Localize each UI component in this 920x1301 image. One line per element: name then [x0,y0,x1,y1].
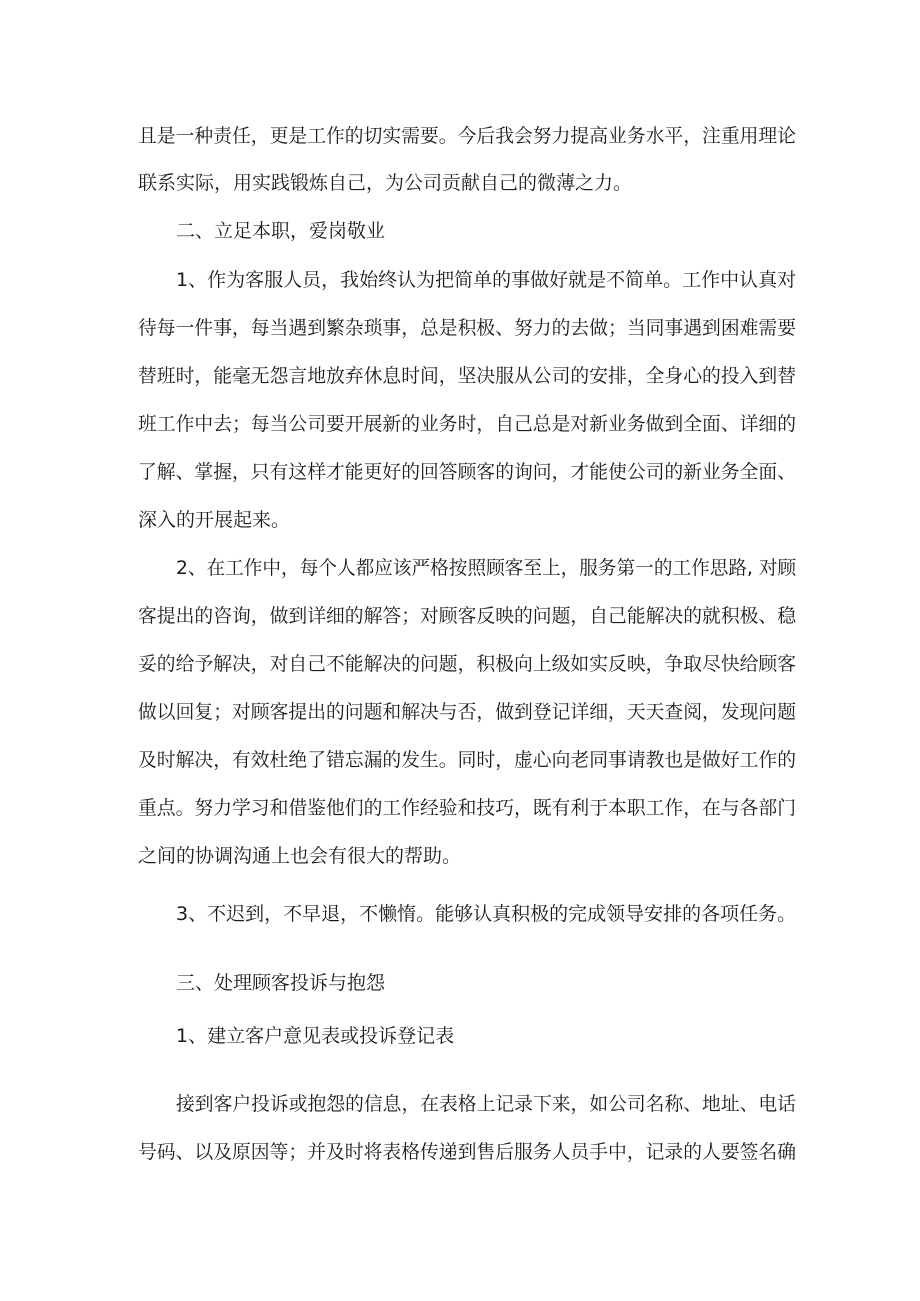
text-line: 客提出的咨询，做到详细的解答；对顾客反映的问题，自己能解决的就积极、稳 [138,605,797,627]
text-line: 之间的协调沟通上也会有很大的帮助。 [138,845,462,867]
text-line: 3、不迟到，不早退，不懒惰。能够认真积极的完成领导安排的各项任务。 [176,903,797,925]
text-line: 接到客户投诉或抱怨的信息，在表格上记录下来，如公司名称、地址、电话 [176,1093,796,1115]
text-line: 替班时，能毫无怨言地放弃休息时间，坚决服从公司的安排，全身心的投入到替 [138,365,797,387]
text-line: 了解、掌握，只有这样才能更好的回答顾客的询问，才能使公司的新业务全面、 [138,461,797,483]
text-line: 妥的给予解决，对自己不能解决的问题，积极向上级如实反映，争取尽快给顾客 [138,653,797,675]
text-line: 联系实际，用实践锻炼自己，为公司贡献自己的微薄之力。 [138,172,633,194]
text-line: 号码、以及原因等；并及时将表格传递到售后服务人员手中，记录的人要签名确 [138,1141,797,1163]
text-line: 深入的开展起来。 [138,509,291,531]
text-line: 及时解决，有效杜绝了错忘漏的发生。同时，虚心向老同事请教也是做好工作的 [138,749,797,771]
text-line: 待每一件事，每当遇到繁杂琐事，总是积极、努力的去做；当同事遇到困难需要 [138,317,797,339]
text-line: 2、在工作中，每个人都应该严格按照顾客至上，服务第一的工作思路, 对顾 [176,557,797,579]
text-line: 1、作为客服人员，我始终认为把简单的事做好就是不简单。工作中认真对 [176,269,797,291]
section-heading: 二、立足本职，爱岗敬业 [176,220,386,242]
text-line: 做以回复；对顾客提出的问题和解决与否，做到登记详细，天天查阅，发现问题 [138,701,797,723]
text-line: 班工作中去；每当公司要开展新的业务时，自己总是对新业务做到全面、详细的 [138,413,797,435]
subheading: 1、建立客户意见表或投诉登记表 [176,1025,455,1047]
text-line: 且是一种责任，更是工作的切实需要。今后我会努力提高业务水平，注重用理论 [138,125,797,147]
section-heading: 三、处理顾客投诉与抱怨 [176,972,386,994]
text-line: 重点。努力学习和借鉴他们的工作经验和技巧，既有利于本职工作，在与各部门 [138,797,797,819]
